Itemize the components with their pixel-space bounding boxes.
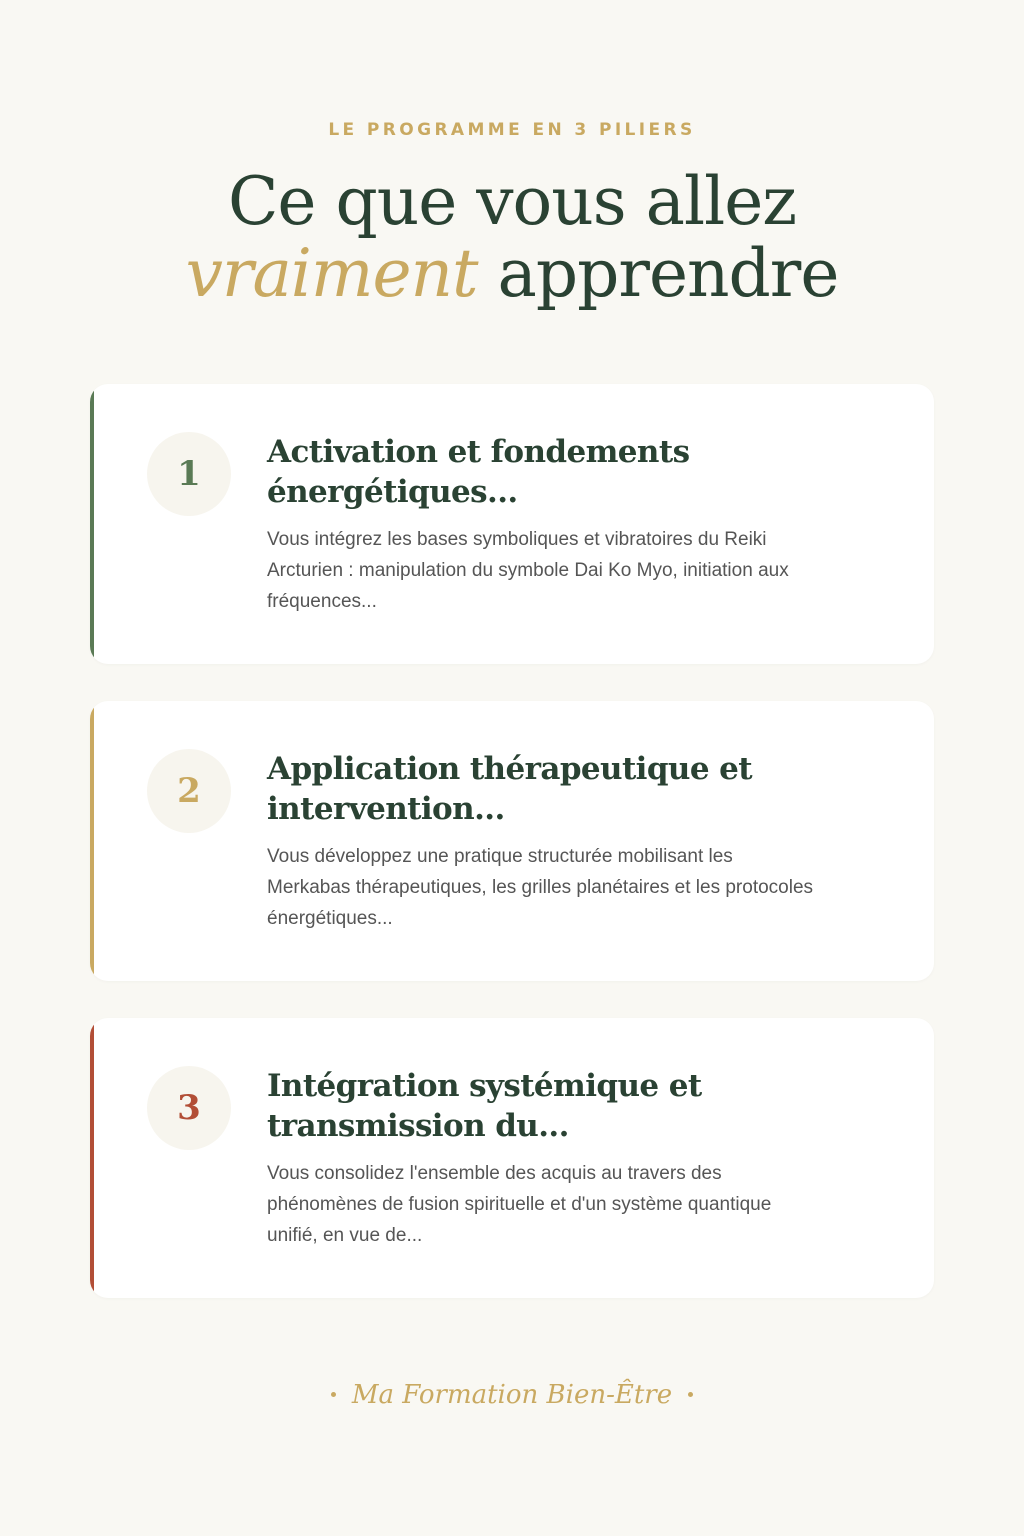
pillar-description-line: Vous intégrez les bases symboliques et vibratoires du Reiki	[267, 529, 767, 550]
pillar-title-line: Application thérapeutique et	[267, 751, 753, 787]
pillar-description-line: fréquences...	[267, 591, 377, 612]
section-headline	[0, 163, 1024, 312]
footer-brand	[0, 1375, 1024, 1415]
footer-brand-text: Ma Formation Bien-Être	[351, 1380, 673, 1410]
headline-accent-word: vraiment	[185, 235, 478, 312]
pillar-description-line: Vous consolidez l'ensemble des acquis au travers des	[267, 1163, 722, 1184]
pillar-description-line: Arcturien : manipulation du symbole Dai Ko Myo, initiation aux	[267, 560, 789, 581]
pillar-number-badge: 2	[147, 749, 231, 833]
pillar-description-line: Merkabas thérapeutiques, les grilles planétaires et les protocoles	[267, 877, 814, 898]
dot-icon	[688, 1392, 693, 1397]
pillar-description	[267, 524, 907, 617]
headline-line-1: Ce que vous allez	[227, 163, 797, 240]
pillar-description-line: unifié, en vue de...	[267, 1225, 423, 1246]
pillar-title	[267, 432, 867, 512]
pillar-title-line: Intégration systémique et	[267, 1068, 702, 1104]
section-eyebrow: LE PROGRAMME EN 3 PILIERS	[328, 120, 696, 140]
pillar-title	[267, 749, 867, 829]
pillar-description	[267, 841, 907, 934]
pillar-number-badge: 3	[147, 1066, 231, 1150]
pillar-card-1	[90, 384, 934, 664]
pillar-card-3	[90, 1018, 934, 1298]
pillar-description-line: phénomènes de fusion spirituelle et d'un système quantique	[267, 1194, 772, 1215]
pillar-description-line: énergétiques...	[267, 908, 393, 929]
headline-line-2-rest: apprendre	[477, 235, 839, 312]
pillar-title-line: Activation et fondements	[267, 434, 690, 470]
pillar-description-line: Vous développez une pratique structurée mobilisant les	[267, 846, 733, 867]
pillar-title	[267, 1066, 867, 1146]
pillar-title-line: transmission du...	[267, 1108, 569, 1144]
pillar-card-2	[90, 701, 934, 981]
pillar-description	[267, 1158, 907, 1251]
pillar-title-line: énergétiques...	[267, 474, 518, 510]
pillar-title-line: intervention...	[267, 791, 505, 827]
headline-line-2	[0, 235, 1024, 312]
pillar-number-badge: 1	[147, 432, 231, 516]
dot-icon	[331, 1392, 336, 1397]
